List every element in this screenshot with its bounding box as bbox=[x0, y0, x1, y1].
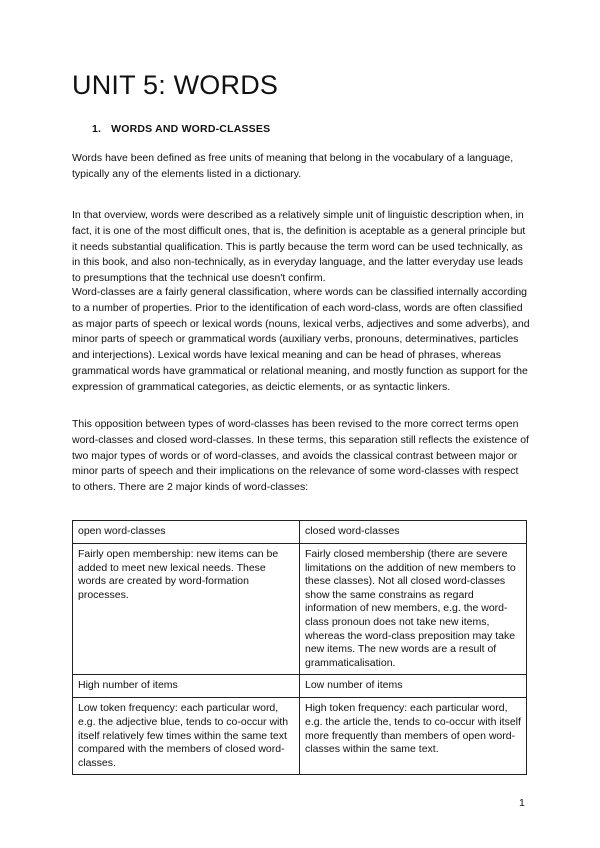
table-row bbox=[73, 521, 527, 544]
paragraph-overview: In that overview, words were described as a relatively simple unit of linguistic description when, in fact, it is one of the most difficult ones, that is, the definition is aceptable as a general principle but it needs substantial qualification. This is partly because the term word can be used technically, as in this book, and also non-technically, as in everyday language, and the latter everyday use leads to presumptions that the technical use doesn't confirm. bbox=[72, 209, 526, 285]
word-classes-table bbox=[72, 520, 527, 775]
table-row bbox=[73, 544, 527, 675]
table-cell: Fairly open membership: new items can be added to meet new lexical needs. These words are created by word-formation processes. bbox=[73, 544, 300, 675]
section-number: 1. bbox=[92, 123, 102, 135]
page-number: 1 bbox=[519, 797, 525, 809]
table-cell: closed word-classes bbox=[300, 521, 527, 544]
table-cell: High number of items bbox=[73, 675, 300, 698]
table-cell: open word-classes bbox=[73, 521, 300, 544]
table-row bbox=[73, 675, 527, 698]
paragraph-definition: Words have been defined as free units of meaning that belong in the vocabulary of a language, typically any of the elements listed in a dictionary. bbox=[72, 152, 514, 180]
paragraph-word-classes: Word-classes are a fairly general classification, where words can be classified internally according to a number of properties. Prior to the identification of each word-class, words are often classified as major parts of speech or lexical words (nouns, lexical verbs, adjectives and some adverbs), and minor parts of speech or grammatical words (auxiliary verbs, pronouns, determinatives, particles and interjections). Lexical words have lexical meaning and can be head of phrases, whereas grammatical words have grammatical or relational meaning, and mostly function as support for the expression of grammatical categories, as deictic elements, or as syntactic linkers. bbox=[72, 286, 530, 393]
table-cell: High token frequency: each particular word, e.g. the article the, tends to co-occur with itself more frequently than members of open word-classes within the same text. bbox=[300, 698, 527, 775]
table-cell: Low token frequency: each particular word, e.g. the adjective blue, tends to co-occur with itself relatively few times within the same text compared with the members of closed word-classes. bbox=[73, 698, 300, 775]
section-heading-text: WORDS AND WORD-CLASSES bbox=[111, 123, 271, 135]
table-cell: Low number of items bbox=[300, 675, 527, 698]
section-heading bbox=[92, 123, 270, 135]
unit-title: UNIT 5: WORDS bbox=[72, 70, 279, 100]
table-cell: Fairly closed membership (there are severe limitations on the addition of new members to these classes). Not all closed word-classes show the same constrains as regard information of new members, e.g. the word-class pronoun does not take new items, whereas the word-class preposition may take new items. The new words are a result of grammaticalisation. bbox=[300, 544, 527, 675]
table-row bbox=[73, 698, 527, 775]
paragraph-opposition: This opposition between types of word-classes has been revised to the more correct terms open word-classes and closed word-classes. In these terms, this separation still reflects the existence of two major types of words or of word-classes, and avoids the classical contrast between major or minor parts of speech and their implications on the relevance of some word-classes with respect to others. There are 2 major kinds of word-classes: bbox=[72, 418, 529, 494]
